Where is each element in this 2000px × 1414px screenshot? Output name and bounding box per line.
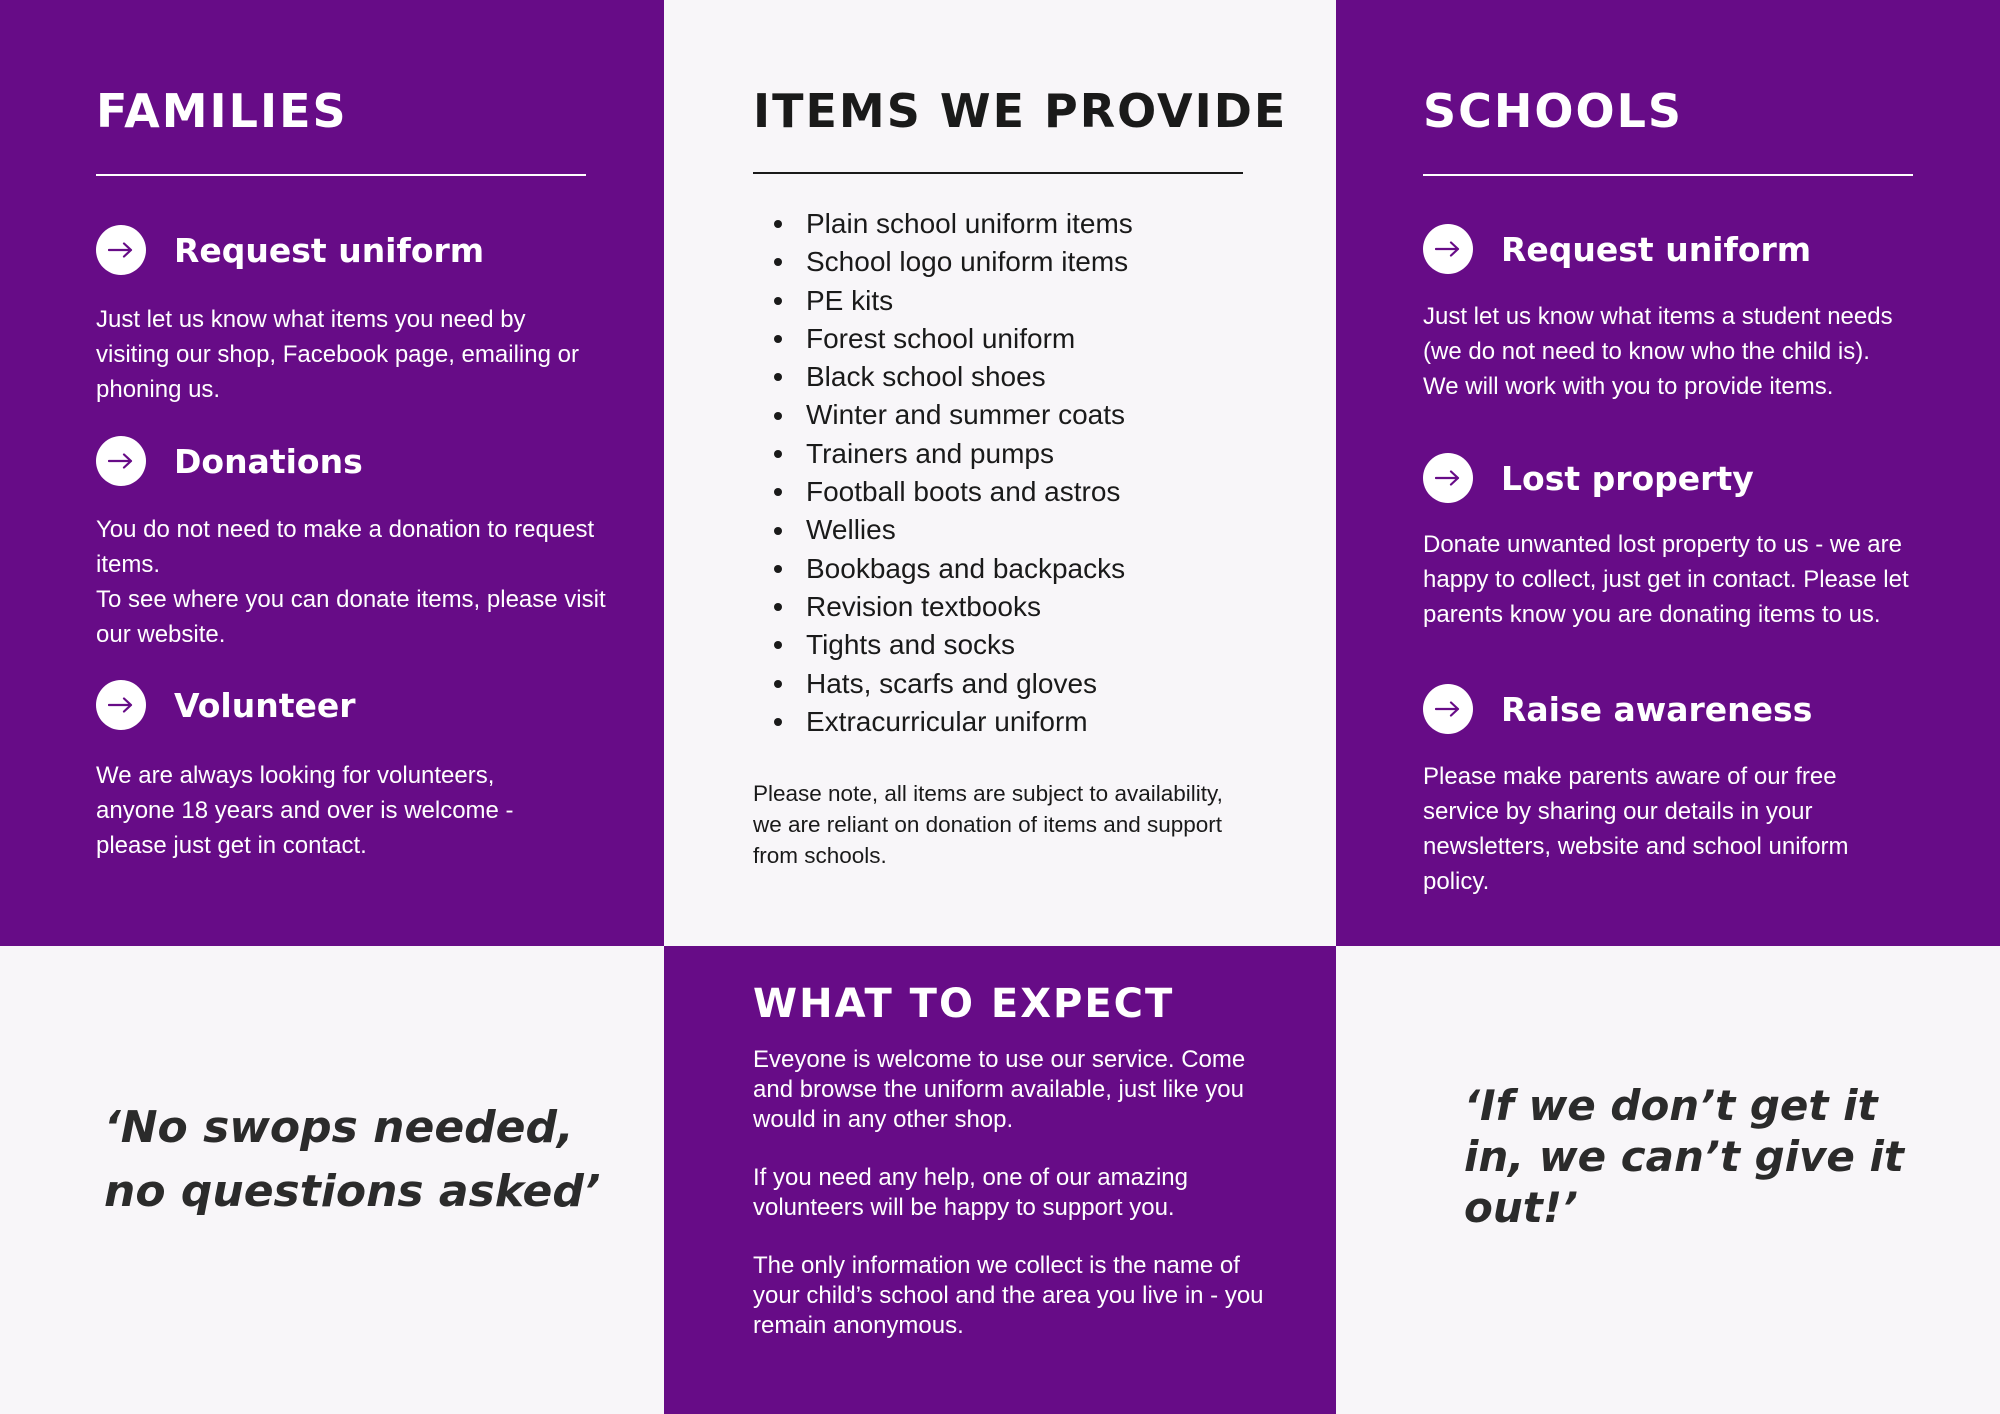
- list-item: Black school shoes: [766, 358, 1133, 396]
- divider: [753, 172, 1243, 174]
- divider: [96, 174, 586, 176]
- schools-raise-awareness-heading: [1423, 684, 1812, 734]
- arrow-right-icon: [96, 225, 146, 275]
- list-item: Hats, scarfs and gloves: [766, 665, 1133, 703]
- arrow-right-icon: [96, 436, 146, 486]
- bullet-icon: [774, 258, 782, 266]
- schools-request-uniform-text: Just let us know what items a student needs (we do not need to know who the child is). We will work with you to provide items.: [1423, 303, 1893, 400]
- bullet-icon: [774, 603, 782, 611]
- schools-lost-property-text: Donate unwanted lost property to us - we are happy to collect, just get in contact. Please let parents know you are donating items to us.: [1423, 531, 1909, 628]
- families-volunteer-heading: [96, 680, 356, 730]
- section-title: Lost property: [1501, 458, 1754, 498]
- list-item: Bookbags and backpacks: [766, 550, 1133, 588]
- bullet-icon: [774, 412, 782, 420]
- schools-request-uniform-heading: [1423, 224, 1811, 274]
- bullet-icon: [774, 335, 782, 343]
- list-item: Trainers and pumps: [766, 435, 1133, 473]
- schools-heading: SCHOOLS: [1423, 84, 1684, 138]
- families-heading: FAMILIES: [96, 84, 348, 138]
- families-volunteer-text: We are always looking for volunteers, anyone 18 years and over is welcome - please just get in contact.: [96, 762, 514, 859]
- schools-raise-awareness-text: Please make parents aware of our free service by sharing our details in your newsletters, website and school uniform policy.: [1423, 763, 1849, 895]
- families-request-uniform-text: Just let us know what items you need by visiting our shop, Facebook page, emailing or phoning us.: [96, 306, 579, 403]
- bullet-icon: [774, 488, 782, 496]
- bullet-icon: [774, 220, 782, 228]
- expect-paragraph: If you need any help, one of our amazing volunteers will be happy to support you.: [753, 1164, 1188, 1221]
- list-item: Tights and socks: [766, 626, 1133, 664]
- section-title: Raise awareness: [1501, 689, 1813, 729]
- quote-line: no questions asked’: [104, 1166, 601, 1217]
- bullet-icon: [774, 450, 782, 458]
- families-panel: [0, 0, 664, 946]
- items-list: [766, 205, 1133, 741]
- list-item: Winter and summer coats: [766, 396, 1133, 434]
- expect-paragraph: Eveyone is welcome to use our service. Come and browse the uniform available, just like you would in any other shop.: [753, 1046, 1246, 1133]
- section-title: Donations: [174, 441, 363, 481]
- arrow-right-icon: [1423, 453, 1473, 503]
- schools-lost-property-heading: [1423, 453, 1754, 503]
- divider: [1423, 174, 1913, 176]
- list-item: Revision textbooks: [766, 588, 1133, 626]
- list-item: Extracurricular uniform: [766, 703, 1133, 741]
- bullet-icon: [774, 297, 782, 305]
- bullet-icon: [774, 641, 782, 649]
- quote-left-panel: [0, 946, 664, 1414]
- items-heading: ITEMS WE PROVIDE: [753, 84, 1288, 138]
- bullet-icon: [774, 680, 782, 688]
- arrow-right-icon: [1423, 684, 1473, 734]
- arrow-right-icon: [1423, 224, 1473, 274]
- bullet-icon: [774, 527, 782, 535]
- schools-panel: [1336, 0, 2000, 946]
- families-donations-text: You do not need to make a donation to request items. To see where you can donate items, please visit our website.: [96, 516, 606, 648]
- list-item: School logo uniform items: [766, 243, 1133, 281]
- section-title: Request uniform: [174, 230, 485, 270]
- expect-panel: [664, 946, 1336, 1414]
- section-title: Request uniform: [1501, 229, 1812, 269]
- list-item: PE kits: [766, 282, 1133, 320]
- availability-note: Please note, all items are subject to availability, we are reliant on donation of items and support from schools.: [753, 781, 1223, 868]
- families-donations-heading: [96, 436, 363, 486]
- section-title: Volunteer: [174, 685, 356, 725]
- list-item: Plain school uniform items: [766, 205, 1133, 243]
- list-item: Forest school uniform: [766, 320, 1133, 358]
- list-item: Football boots and astros: [766, 473, 1133, 511]
- expect-heading: WHAT TO EXPECT: [753, 981, 1175, 1027]
- quote-right-panel: [1336, 946, 2000, 1414]
- bullet-icon: [774, 565, 782, 573]
- families-request-uniform-heading: [96, 225, 484, 275]
- list-item: Wellies: [766, 511, 1133, 549]
- quote-line: in, we can’t give it: [1464, 1132, 1904, 1181]
- quote-line: out!’: [1464, 1183, 1578, 1232]
- items-panel: [664, 0, 1336, 946]
- quote-left: [104, 1096, 601, 1224]
- bullet-icon: [774, 373, 782, 381]
- quote-right: [1464, 1080, 1904, 1233]
- quote-line: ‘No swops needed,: [104, 1102, 574, 1153]
- arrow-right-icon: [96, 680, 146, 730]
- bullet-icon: [774, 718, 782, 726]
- quote-line: ‘If we don’t get it: [1464, 1081, 1878, 1130]
- expect-paragraph: The only information we collect is the name of your child’s school and the area you live in - you remain anonymous.: [753, 1252, 1264, 1339]
